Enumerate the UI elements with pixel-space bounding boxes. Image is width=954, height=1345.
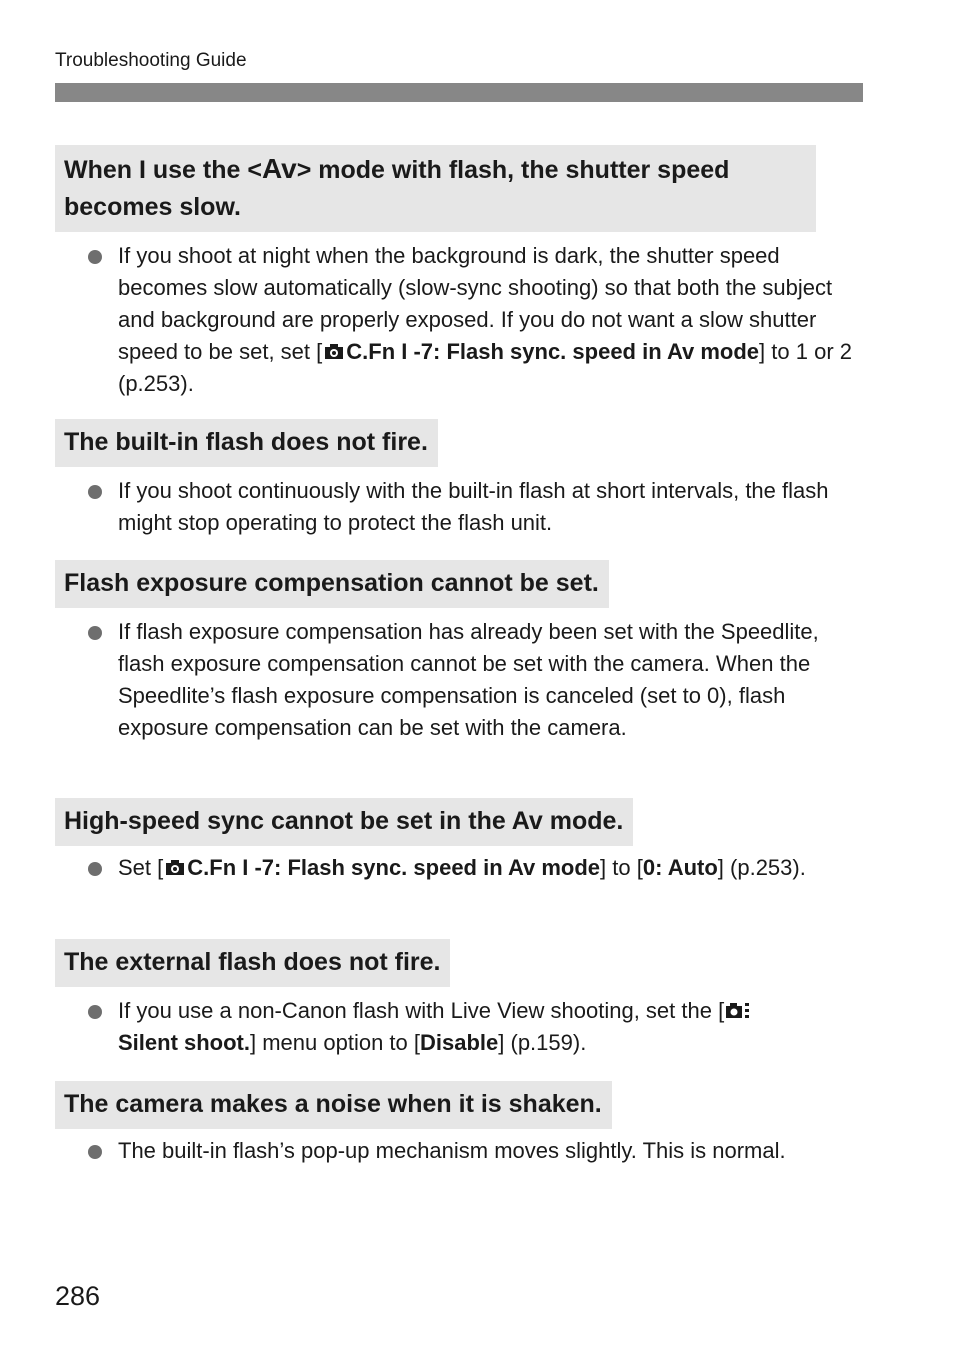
list-item <box>55 1135 863 1167</box>
list-item <box>55 852 863 884</box>
menu-setting: C.Fn I -7: Flash sync. speed in Av mode <box>346 339 760 364</box>
live-view-shooting-icon <box>725 1001 751 1021</box>
av-mode-symbol: Av <box>261 153 297 184</box>
section-built-in-flash <box>55 419 863 539</box>
section-heading <box>55 145 816 232</box>
list-item <box>55 995 863 1059</box>
section-heading: The camera makes a noise when it is shaken. <box>55 1081 612 1129</box>
menu-setting: C.Fn I -7: Flash sync. speed in Av mode <box>187 855 601 880</box>
item-text: The built-in flash’s pop-up mechanism moves slightly. This is normal. <box>118 1138 786 1163</box>
item-text: ] to [ <box>600 855 643 880</box>
item-text: ] to 1 or 2 (p.253). <box>118 339 852 396</box>
section-high-speed-sync <box>55 798 863 884</box>
section-heading: The built-in flash does not fire. <box>55 419 438 467</box>
section-external-flash <box>55 939 863 1059</box>
custom-function-icon <box>164 858 186 878</box>
page-number: 286 <box>55 1281 101 1311</box>
bullet-icon <box>88 250 102 264</box>
item-text: If flash exposure compensation has already been set with the Speedlite, flash exposure compensation cannot be set with the camera. When the Speedlite’s flash exposure compensation is canceled (set to 0), flash exposure compensation can be set with the camera. <box>118 619 819 740</box>
item-text: Set [ <box>118 855 164 880</box>
item-text: If you use a non-Canon flash with Live View shooting, set the [ <box>118 998 725 1023</box>
item-text: ] menu option to [ <box>250 1030 420 1055</box>
menu-value: Disable <box>420 1030 499 1055</box>
menu-value: 0: Auto <box>642 855 718 880</box>
item-text: ] (p.253). <box>717 855 806 880</box>
menu-setting: Silent shoot. <box>118 1030 250 1055</box>
bullet-icon <box>88 862 102 876</box>
list-item <box>55 240 863 400</box>
section-heading: The external flash does not fire. <box>55 939 450 987</box>
heading-text: > mode with flash, the shutter speed becomes slow. <box>64 156 730 221</box>
section-heading: High-speed sync cannot be set in the Av mode. <box>55 798 633 846</box>
bullet-icon <box>88 626 102 640</box>
bullet-icon <box>88 1005 102 1019</box>
list-item <box>55 475 863 539</box>
bullet-icon <box>88 485 102 499</box>
header-rule <box>55 83 863 102</box>
section-flash-exposure-comp <box>55 560 863 744</box>
item-text: If you shoot continuously with the built-in flash at short intervals, the flash might stop operating to protect the flash unit. <box>118 478 829 535</box>
section-camera-noise <box>55 1081 863 1167</box>
item-text: If you shoot at night when the background is dark, the shutter speed becomes slow automatically (slow-sync shooting) so that both the subject and background are properly exposed. If you do not want a slow shutter speed to be set, set [ <box>118 243 833 364</box>
list-item <box>55 616 863 744</box>
custom-function-icon <box>323 342 345 362</box>
bullet-icon <box>88 1145 102 1159</box>
section-heading: Flash exposure compensation cannot be set. <box>55 560 609 608</box>
section-av-shutter-slow <box>55 145 863 400</box>
running-head: Troubleshooting Guide <box>55 50 247 71</box>
heading-text: When I use the < <box>64 156 262 184</box>
item-text: ] (p.159). <box>498 1030 587 1055</box>
